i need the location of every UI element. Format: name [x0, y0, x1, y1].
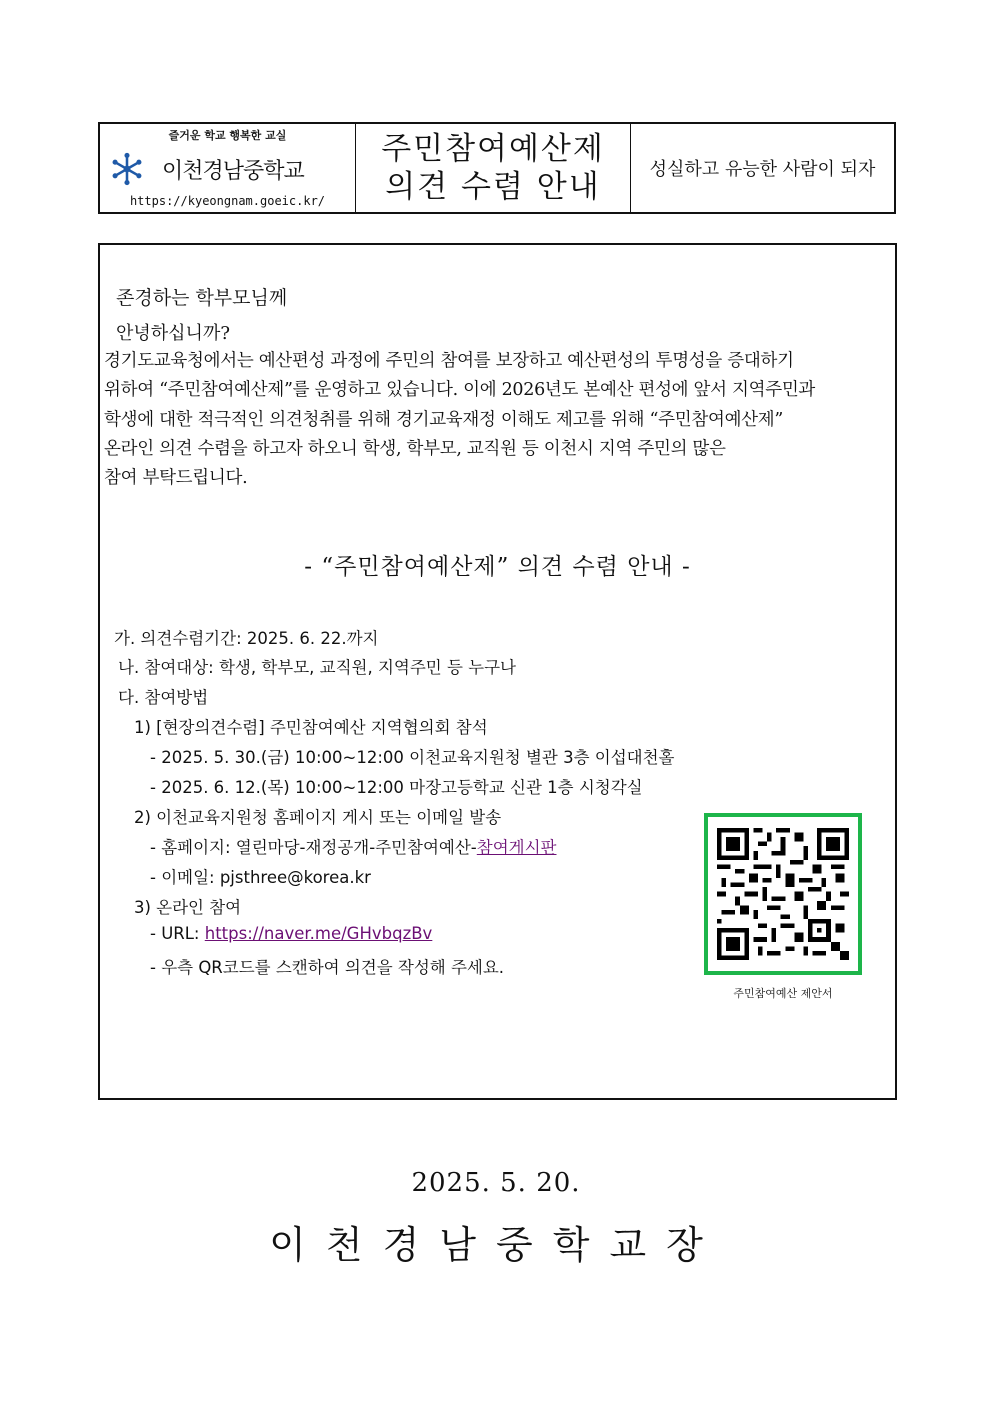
period-item: 가. 의견수렴기간: 2025. 6. 22.까지	[114, 629, 379, 648]
intro-line: 학생에 대한 적극적인 의견청취를 위해 경기교육재정 이해도 제고를 위해 “주민참여예산제”	[104, 409, 784, 430]
notice-body	[98, 243, 897, 1100]
method2-email: - 이메일: pjsthree@korea.kr	[150, 868, 371, 887]
school-slogan: 즐거운 학교 행복한 교실	[168, 129, 287, 142]
school-logo-row	[110, 152, 304, 186]
snowflake-logo-icon	[110, 152, 144, 186]
url-label: - URL:	[150, 924, 205, 943]
school-motto: 성실하고 유능한 사람이 되자	[649, 159, 876, 180]
document-title-line1: 주민참여예산제	[381, 131, 605, 167]
salutation: 존경하는 학부모님께	[116, 287, 288, 309]
board-link[interactable]: 참여게시판	[476, 838, 557, 857]
method3-qr-note: - 우측 QR코드를 스캔하여 의견을 작성해 주세요.	[150, 958, 505, 977]
document-title-line2: 의견 수렴 안내	[385, 169, 601, 205]
method1-title: 1) [현장의견수렴] 주민참여예산 지역협의회 참석	[134, 718, 488, 737]
intro-paragraph	[104, 347, 874, 493]
title-cell	[355, 124, 630, 212]
method-title: 다. 참여방법	[118, 688, 209, 707]
target-item: 나. 참여대상: 학생, 학부모, 교직원, 지역주민 등 누구나	[118, 658, 516, 677]
section-subtitle: - “주민참여예산제” 의견 수렴 안내 -	[304, 554, 691, 580]
method1-session-b: - 2025. 6. 12.(목) 10:00~12:00 마장고등학교 신관 1층 시청각실	[150, 778, 643, 797]
principal-signature: 이천경남중학교장	[269, 1223, 723, 1267]
motto-cell	[630, 124, 894, 212]
intro-line: 위하여 “주민참여예산제”를 운영하고 있습니다. 이에 2026년도 본예산 편성에 앞서 지역주민과	[104, 380, 816, 401]
qr-code-icon	[717, 828, 849, 960]
qr-code-frame	[704, 813, 862, 975]
document-date: 2025. 5. 20.	[411, 1168, 581, 1198]
method3-url	[150, 924, 432, 943]
method3-title: 3) 온라인 참여	[134, 898, 242, 917]
intro-line: 온라인 의견 수렴을 하고자 하오니 학생, 학부모, 교직원 등 이천시 지역 주민의 많은	[104, 438, 726, 459]
method2-title: 2) 이천교육지원청 홈페이지 게시 또는 이메일 발송	[134, 808, 502, 827]
survey-url-link[interactable]: https://naver.me/GHvbqzBv	[204, 924, 433, 943]
greeting: 안녕하십니까?	[116, 323, 230, 344]
document-header	[98, 122, 896, 214]
method1-session-a: - 2025. 5. 30.(금) 10:00~12:00 이천교육지원청 별관 3층 이섭대천홀	[150, 748, 675, 767]
method2-homepage	[150, 834, 556, 858]
school-url[interactable]: https://kyeongnam.goeic.kr/	[129, 194, 326, 208]
school-info-cell	[100, 124, 355, 212]
intro-line: 경기도교육청에서는 예산편성 과정에 주민의 참여를 보장하고 예산편성의 투명성을 증대하기	[104, 351, 794, 371]
qr-caption: 주민참여예산 제안서	[733, 987, 833, 1000]
homepage-path: - 홈페이지: 열린마당-재정공개-주민참여예산-	[150, 838, 477, 857]
intro-line: 참여 부탁드립니다.	[104, 468, 248, 489]
school-name: 이천경남중학교	[162, 158, 304, 184]
